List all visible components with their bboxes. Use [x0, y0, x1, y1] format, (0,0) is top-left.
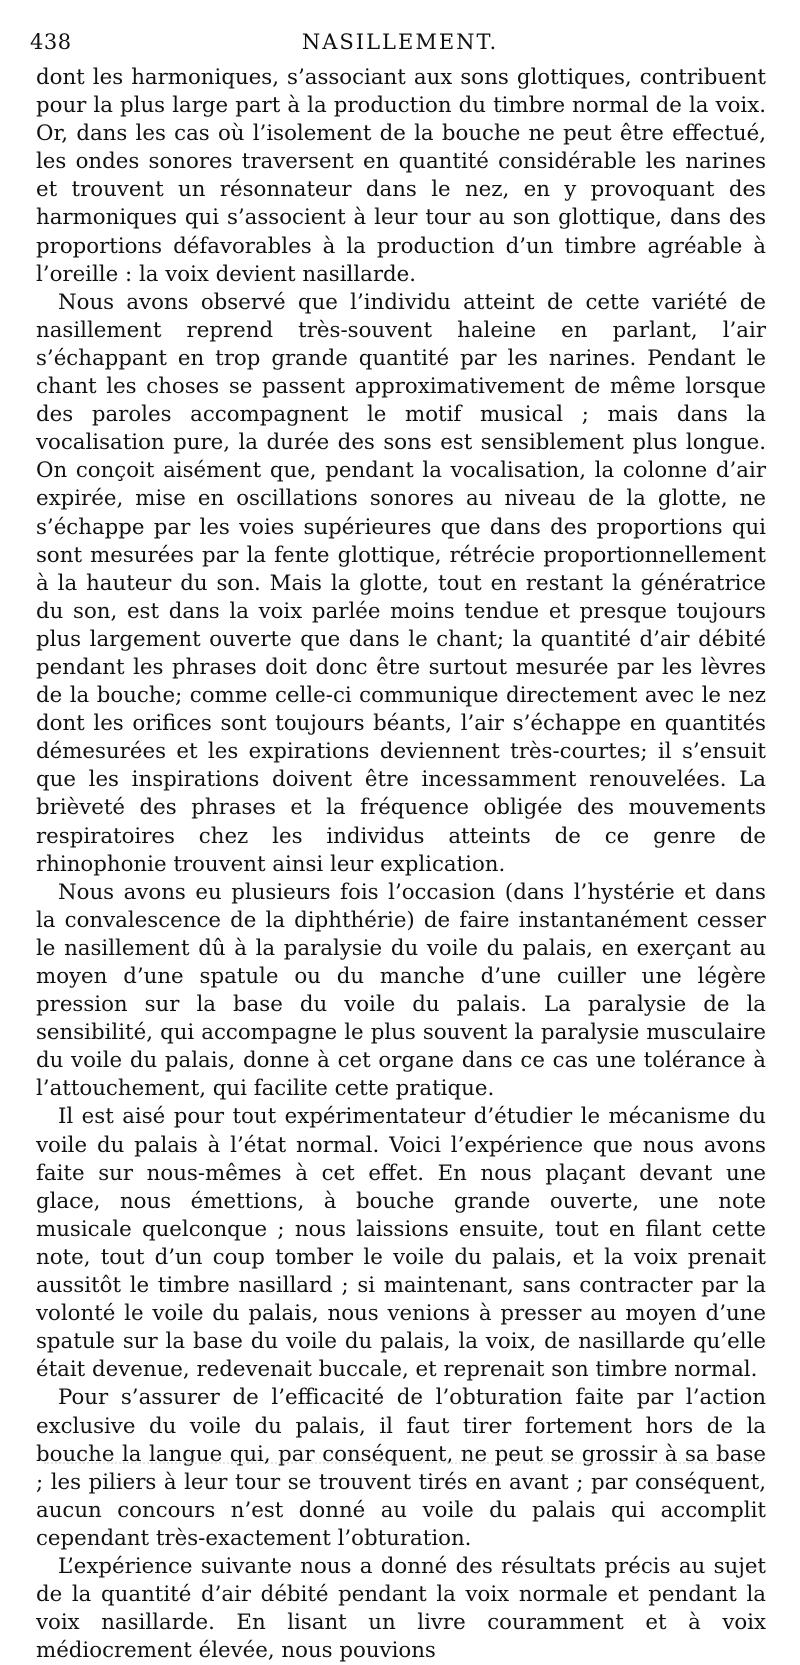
paragraph-obturation: Pour s’assurer de l’efficacité de l’obturation faite par l’action exclusive du voile du palais, il faut tirer fortement hors de la bouche la langue qui, par conséquent, ne peut se grossir à sa base ; les piliers à leur tour se trouvent tirés en avant ; par conséquent, aucun concours n’est donné au voile du palais qui accomplit cependant très-exactement l’obturation.	[36, 1385, 766, 1551]
body-text	[36, 64, 766, 1665]
paragraph-experiment: Il est aisé pour tout expérimentateur d’étudier le mécanisme du voile du palais à l’état normal. Voici l’expérience que nous avons faite sur nous-mêmes à cet effet. En nous plaçant devant une glace, nous émettions, à bouche grande ouverte, une note musicale quelconque ; nous laissions ensuite, tout en filant cette note, tout d’un coup tomber le voile du palais, et la voix prenait aussitôt le timbre nasillard ; si maintenant, sans contracter par la volonté le voile du palais, nous venions à presser au moyen d’une spatule sur la base du voile du palais, la voix, de nasillarde qu’elle était devenue, redevenait buccale, et reprenait son timbre normal.	[36, 1104, 766, 1383]
running-header	[30, 30, 770, 60]
paragraph-air-quantity: L’expérience suivante nous a donné des résultats précis au sujet de la quantité d’air débité pendant la voix normale et pendant la voix nasillarde. En lisant un livre couramment et à voix médiocrement élevée, nous pouvions	[36, 1553, 766, 1664]
paragraph-paralysis: Nous avons eu plusieurs fois l’occasion (dans l’hystérie et dans la convalescence de la diphthérie) de faire instantanément cesser le nasillement dû à la paralysie du voile du palais, en exerçant au moyen d’une spatule ou du manche d’une cuiller une légère pression sur la base du voile du palais. La paralysie de la sensibilité, qui accompagne le plus souvent la paralysie musculaire du voile du palais, donne à cet organe dans ce cas une tolérance à l’attouchement, qui facilite cette pratique.	[36, 879, 766, 1102]
paragraph-breathing: Nous avons observé que l’individu atteint de cette variété de nasillement reprend très-souvent haleine en parlant, l’air s’échappant en trop grande quantité par les narines. Pendant le chant les choses se passent approximativement de même lorsque des paroles accompagnent le motif musical ; mais dans la vocalisation pure, la durée des sons est sensiblement plus longue. On conçoit aisément que, pendant la vocalisation, la colonne d’air expirée, mise en oscillations sonores au niveau de la glotte, ne s’échappe par les voies supérieures que dans des proportions qui sont mesurées par la fente glottique, rétrécie proportionnellement à la hauteur du son. Mais la glotte, tout en restant la génératrice du son, est dans la voix parlée moins tendue et presque toujours plus largement ouverte que dans le chant; la quantité d’air débité pendant les phrases doit donc être surtout mesurée par les lèvres de la bouche; comme celle-ci communique directement avec le nez dont les orifices sont toujours béants, l’air s’échappe en quantités démesurées et les expirations deviennent très-courtes; il s’ensuit que les inspirations doivent être incessamment renouvelées. La brièveté des phrases et la fréquence obligée des mouvements respiratoires chez les individus atteints de ce genre de rhinophonie trouvent ainsi leur explication.	[36, 289, 766, 877]
paragraph-continuation: dont les harmoniques, s’associant aux sons glottiques, contribuent pour la plus large part à la production du timbre normal de la voix. Or, dans les cas où l’isolement de la bouche ne peut être effectué, les ondes sonores traversent en quantité considérable les narines et trouvent un résonnateur dans le nez, en y provoquant des harmoniques qui s’associent à leur tour au son glottique, dans des proportions défavorables à la production d’un timbre agréable à l’oreille : la voix devient nasillarde.	[36, 65, 766, 287]
running-title: NASILLEMENT.	[301, 30, 499, 54]
page-number: 438	[30, 30, 72, 54]
bleed-through-line	[44, 1462, 760, 1468]
